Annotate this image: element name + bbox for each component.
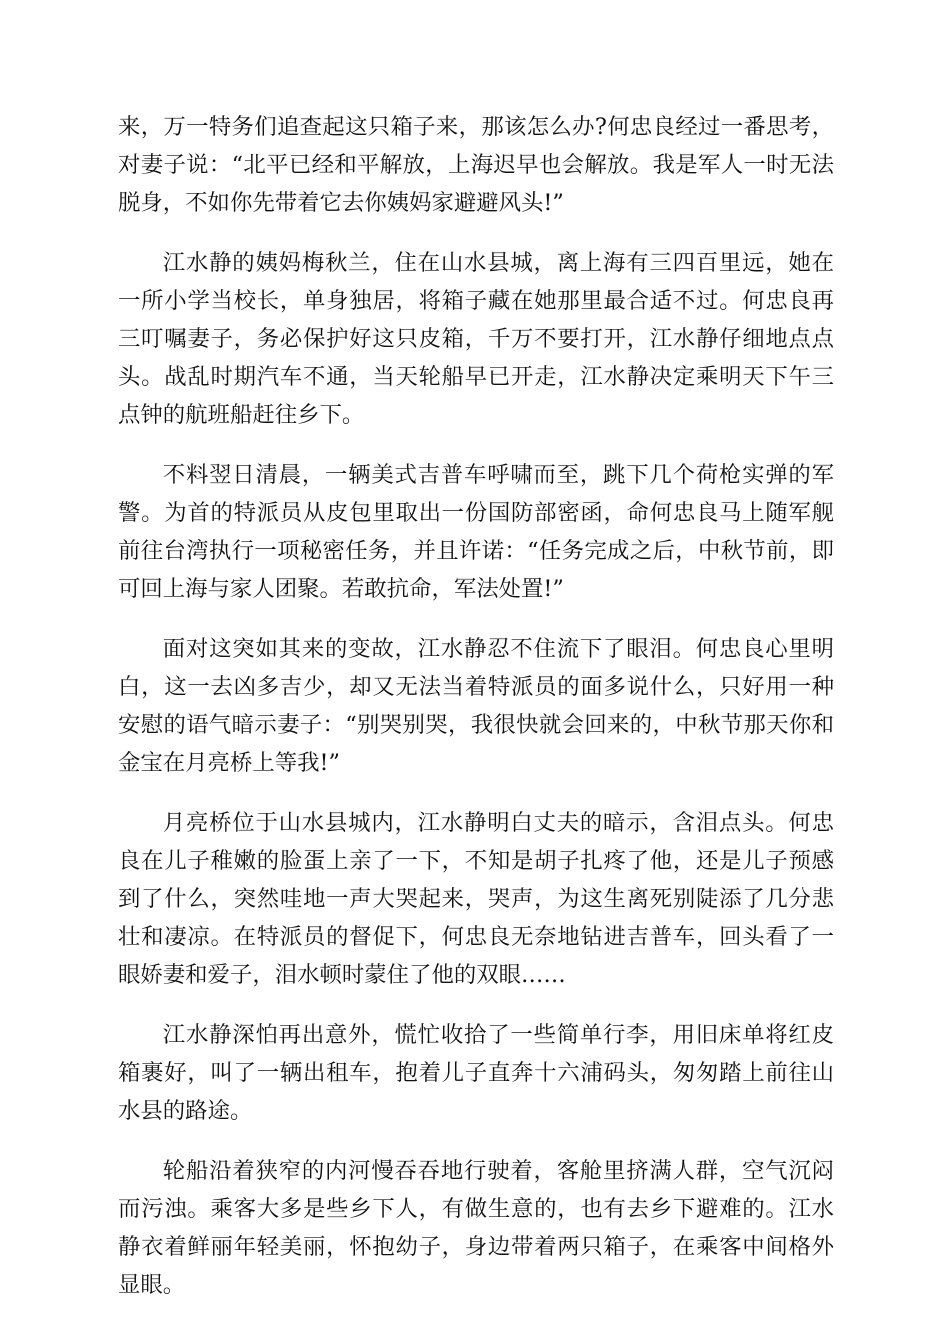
paragraph-5: 月亮桥位于山水县城内，江水静明白丈夫的暗示，含泪点头。何忠良在儿子稚嫩的脸蛋上亲了一下，不知是胡子扎疼了他，还是儿子预感到了什么，突然哇地一声大哭起来，哭声，为这生离死别陡添了几分悲壮和凄凉。在特派员的督促下，何忠良无奈地钻进吉普车，回头看了一眼娇妻和爱子，泪水顿时蒙住了他的双眼…… <box>118 810 834 988</box>
paragraph-1: 来，万一特务们追查起这只箱子来，那该怎么办?何忠良经过一番思考，对妻子说：“北平已经和平解放，上海迟早也会解放。我是军人一时无法脱身，不如你先带着它去你姨妈家避避风头!” <box>118 114 834 216</box>
paragraph-3: 不料翌日清晨，一辆美式吉普车呼啸而至，跳下几个荷枪实弹的军警。为首的特派员从皮包里取出一份国防部密函，命何忠良马上随军舰前往台湾执行一项秘密任务，并且许诺：“任务完成之后，中秋节前，即可回上海与家人团聚。若敢抗命，军法处置!” <box>118 462 834 602</box>
paragraph-4: 面对这突如其来的变故，江水静忍不住流下了眼泪。何忠良心里明白，这一去凶多吉少，却又无法当着特派员的面多说什么，只好用一种安慰的语气暗示妻子：“别哭别哭，我很快就会回来的，中秋节那天你和金宝在月亮桥上等我!” <box>118 636 834 776</box>
paragraph-6: 江水静深怕再出意外，慌忙收拾了一些简单行李，用旧床单将红皮箱裹好，叫了一辆出租车，抱着儿子直奔十六浦码头，匆匆踏上前往山水县的路途。 <box>118 1022 834 1124</box>
body-text <box>118 108 834 1326</box>
paragraph-7: 轮船沿着狭窄的内河慢吞吞地行驶着，客舱里挤满人群，空气沉闷而污浊。乘客大多是些乡下人，有做生意的，也有去乡下避难的。江水静衣着鲜丽年轻美丽，怀抱幼子，身边带着两只箱子，在乘客中间格外显眼。 <box>118 1158 834 1298</box>
paragraph-2: 江水静的姨妈梅秋兰，住在山水县城，离上海有三四百里远，她在一所小学当校长，单身独居，将箱子藏在她那里最合适不过。何忠良再三叮嘱妻子，务必保护好这只皮箱，千万不要打开，江水静仔细地点点头。战乱时期汽车不通，当天轮船早已开走，江水静决定乘明天下午三点钟的航班船赶往乡下。 <box>118 250 834 428</box>
